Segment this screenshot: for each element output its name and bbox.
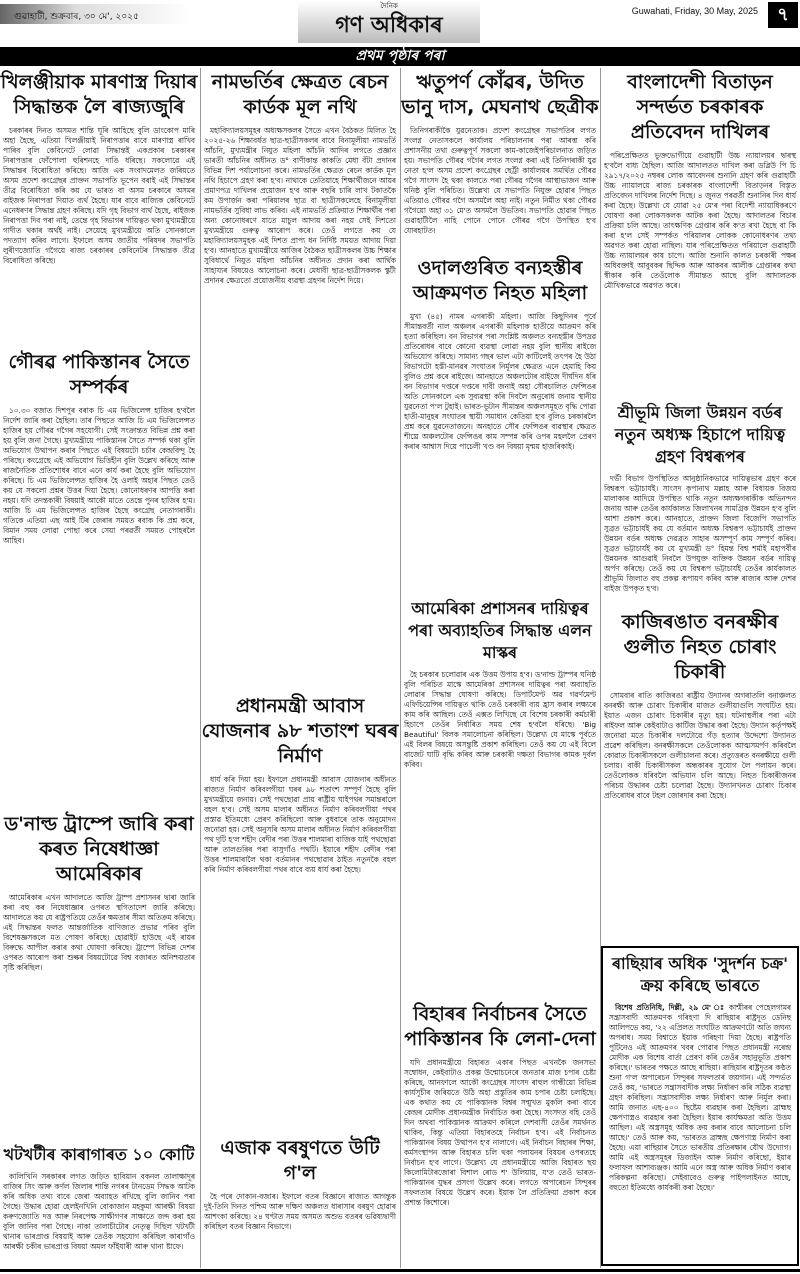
article-pmay [201,692,399,1126]
newspaper-logo [298,1,480,43]
headline: গৌৰৱ পাকিস্তানৰ সৈতে সম্পৰ্কৰ [8,351,190,398]
article-sribhumi [601,400,799,600]
headline: প্ৰধানমন্ত্ৰী আবাস যোজনাৰ ৯৮ শতাংশ ঘৰৰ নিৰ্মাণ [201,695,399,767]
headline: ড'নাল্ড ট্ৰাম্পে জাৰি কৰা কৰত নিষেধাজ্ঞা আমেৰিকাৰ [4,813,194,885]
article-khatkhati [0,1142,198,1268]
article-body: সোমবাৰ ৰাতি কাজিৰঙা ৰাষ্ট্ৰীয় উদ্যানৰ অগৰাতলি বনাঞ্চলত বনৰক্ষী আৰু চোৰাং চিকাৰীৰ মাজত গুলীয়াগুলি সংঘটিত হয়। ইয়াত এজন চোৰাং চিকাৰীৰ মৃত্যু হয়। ঘটনাস্থলীৰ পৰা এটা ৰাইফল আৰু কেইবাটাও কাৰ্টিজ উদ্ধাৰ কৰা হৈছে। উদ্যান কৰ্তৃপক্ষই জনোৱা মতে চিকাৰীৰ দলটোৱে গঁড় হত্যাৰ উদ্দেশ্যে উদ্যানত প্ৰৱেশ কৰিছিল। বনৰক্ষীসকলে তেওঁলোকক আত্মসমৰ্পণ কৰিবলৈ কোৱাত চিকাৰীসকলে গুলীচালনা কৰে। প্ৰত্যুত্তৰত বনৰক্ষীয়ে গুলী চলায়। বাকী চিকাৰীসকল অন্ধকাৰৰ সুযোগ লৈ পলায়ন কৰে। তেওঁলোকক ধৰিবলৈ অভিযান চলি আছে। নিহত চিকাৰীজনৰ পৰিচয় উদ্ধাৰৰ চেষ্টা চলোৱা হৈছে। উদ্যানখনত চোৰাং চিকাৰ প্ৰতিৰোধৰ বাবে টহল জোৰদাৰ কৰা হৈছে। [604,691,796,800]
headline: ঋতুপৰ্ণ কোঁৱৰ, উদিত ভানু দাস, মেঘনাথ ছেত্ৰীক [401,71,599,118]
column-1 [0,68,198,1268]
article-body: কালিখিনি সৰকাৰৰ লগত জড়িত হাবিয়ান বকনল তালাক্ষাদূৰ বাজিৰ সিং আৰু কৰ্ণল জিলাৰ শান্তি নগৰৰ টানডেম সিদ্ধক আটক কৰি অধিক তথ্য বাবে জেৰা অব্যাহত ৰখিছে বুলি জানিব পৰা গৈছে। উদ্ধাৰ হোৱা হেলইনখিনি বোকাজান মহকুমা আৰক্ষী বিষয়া কৰুণজ্যোতি দত্ত আৰু নিৰপেক্ষ সাক্ষীগণৰ সাক্ষাতে জব্দ কৰা হয় বুলি জানিব পৰা গৈছে। নাকা তালাচীটোৰ নেতৃত্ব দিছিল খটখটী থানাৰ ভাৰপ্ৰাপ্ত বিষয়াই আৰু তেওঁক সহযোগ কৰিছিল কাৰাগাঁও আৰক্ষী চকীৰ ভাৰপ্ৰাপ্ত বিষয়া অমল ফাঁইযাৰী আৰু থানা ষ্টাফে। [3,1172,195,1251]
article-body: কাশ্মীৰৰ পেহেলগামৰ সন্ত্ৰাসবাদী আক্ৰমণক গৰিহণা দি ৰাছিয়াৰ ৰাষ্ট্ৰদূত ডেনিছ আলিপভে কয়, '২২ এপ্ৰিলত সংঘটিত আক্ৰমণটো অতি জঘন্য অপৰাধ। সময় বিশ্বাতে ইয়াক গৰিহণা দিয়া হৈছে। ৰাষ্ট্ৰপতি পুটিনেও এই আক্ৰমণৰ খবৰ পোৱাৰ পিছত প্ৰধানমন্ত্ৰী নৰেন্দ্ৰ মোদীক এক বিশেষ বাৰ্তা প্ৰেৰণ কৰি তেওঁৰ সহানুভূতি প্ৰকাশ কৰিছে।' ভাৰতৰ পক্ষতে আছে ৰাছিয়া। ৰাছিয়াৰ ৰাষ্ট্ৰদূতৰ কণ্ঠত শুনা গ'ল অপাৰেচন সিন্দুৰৰ সফলতাৰ জয়গান। এই সন্দৰ্ভত তেওঁ কয়, 'ভাৰতে সন্ত্ৰাসবাদীক লক্ষ্য নিৰ্ধাৰণ কৰি সঠিক ব্যৱস্থা গ্ৰহণ কৰিছিল। সন্ত্ৰাসবাদীক লক্ষ্য নিৰ্ধাৰণ আৰু নিৰ্মূল কৰা। আমি জনাত এছ-৪০০ ছিষ্টেম ব্যৱহাৰ কৰা হৈছিল। ব্ৰাহ্মছ ক্ষেপণাস্ত্ৰও ব্যৱহাৰ কৰা হৈছিল। ইয়াৰ কাৰ্যক্ষমতা অতি উত্তম আছিল। এই অস্ত্ৰসমূহ অধিক ক্ৰয় কৰাৰ বাবে আলোচনা চলি আছে।' তেওঁ আৰু কয়, 'ভাৰতত ব্ৰাহ্মছ ক্ষেপণাস্ত্ৰ নিৰ্মাণ কৰা হৈছে। এয়া ৰাছিয়াৰ সৈতে ভাৰতীয় প্ৰতিৰক্ষাৰ যৌথ উদ্যোগ। আমি এই অস্ত্ৰসমূহৰ ডিজাইন আৰু নিৰ্মাণ কৰিছো, ইয়াৰ ফলাফল আশাব্যঞ্জক। আমি এনে অস্ত্ৰ আৰু অধিক নিৰ্মাণ কৰাৰ পৰিকল্পনা কৰিছো। সেইবাবেও গুৰুত্ব পাইপলাইনত আছে, বহুতো ইতিমধ্যে কাৰ্যকৰী কৰা হৈছে।' [609,1003,791,1192]
article-elephant [401,254,599,588]
headline: খটখটীৰ কাৰাগাৰত ১০ কোটি [3,1145,195,1164]
headline: শ্ৰীভূমি জিলা উন্নয়ন বৰ্ডৰ নতুন অধ্যক্ষ হিচাপে দায়িত্ব গ্ৰহণ বিশ্বৰূপৰ [614,403,786,466]
headline: বাংলাদেশী বিতাড়ন সন্দৰ্ভত চৰকাৰক প্ৰতিবেদন দাখিলৰ [627,71,773,143]
column-2 [201,68,399,1268]
article-body: পৰিপ্ৰেক্ষিতত ভুক্তভোগীয়ে গুৱাহাটী উচ্চ ন্যায়ালয়ৰ দ্বাৰস্থ হ'বলৈ বাধ্য হৈছিল। আজি আদালতত দাখিল কৰা ডব্লিউ পি চি ২৯১৭/২০২৫ নম্বৰৰ লোক আবেদনৰ শুনানি গ্ৰহণ কৰি গুৱাহাটী উচ্চ ন্যায়ালয়ে ৰাজ্য চৰকাৰক বাংলাদেশী বিতাড়নৰ বিস্তৃত প্ৰতিবেদন দাখিলৰ নিৰ্দেশ দিছে। ৪ জুনত পৰৱৰ্তী শুনানিৰ দিন ধাৰ্য কৰা হৈছে। উল্লেখ্য যে যোৱা ২৫ মে'ৰ পৰা বিদেশী ন্যায়াধিকৰণে ঘোষণা কৰা লোকসকলক আটক কৰা হৈছে। আদালতৰ বিচাৰ প্ৰক্ৰিয়া চলি আছে। তাৎক্ষণিক গ্ৰেপ্তাৰ কৰি ক'ত ৰখা হৈছে বা কি কৰা হ'ল সেই সম্পৰ্কত পৰিয়ালৰ লোকক কোনোধৰণৰ তথ্য অৱগত কৰা হোৱা নাছিল। যাৰ পৰিপ্ৰেক্ষিতত পৰিয়ালে গুৱাহাটী উচ্চ ন্যায়ালয়ৰ কাষ চাপে। আজি শুনানি কালত চৰকাৰী পক্ষৰ অধিবক্তাই আবুবকৰ ছিদ্দিক আৰু আকবৰ আলীক গ্ৰেপ্তাৰৰ কথা স্বীকাৰ কৰি তেওঁলোক সীমান্তত আছে বুলি আদালতক মৌখিকভাৱে অৱগত কৰে। [604,151,796,290]
article-musk [401,596,599,992]
headline: খিলঞ্জীয়াক মাৰণাস্ত্ৰ দিয়াৰ সিদ্ধান্তক লৈ ৰাজ্যজুৰি [0,71,198,118]
article-body: দৰ্ভী বিভাগ উপস্থিতিত আনুষ্ঠানিকভাৱে দায়িত্বভাৰ গ্ৰহণ কৰে বিশ্বৰূপ ভট্টাচাৰ্যই। সাংসদ কৃপানাথ মল্লাহ আৰু বিধায়ক বিজয় মালাকাৰ আদিয়ে উপস্থিত থাকি নতুন অধ্যক্ষগৰাকীক অভিনন্দন জনায় আৰু তেওঁৰ কাৰ্যকালত জিলাখনৰ সামগ্ৰিক উন্নয়ন হ'ব বুলি আশা প্ৰকাশ কৰে। আনহাতে, প্ৰাক্তন জিলা বিজেপি সভাপতি সুব্ৰত ভট্টাচাৰ্যই কয় যে বৰ্তমান অধ্যক্ষ বিশ্বৰূপ ভট্টাচাৰ্যই প্ৰাক্তন উন্নয়ন বৰ্ডৰ অধ্যক্ষ দেৱব্ৰত সাহাৰ অসম্পূৰ্ণ কাম সম্পূৰ্ণ কৰিব। সুব্ৰত ভট্টাচাৰ্যই কয় যে মুখ্যমন্ত্ৰী ড° হিমন্ত বিশ্ব শৰ্মাই মহাপৰ্বীৰ উন্নয়নক আগুৱাই নিবলৈ উপযুক্ত ব্যক্তিক উন্নয়ন বৰ্ডৰ দায়িত্ব অৰ্পণ কৰিছে। তেওঁ কয় যে বিশ্বৰূপ ভট্টাচাৰ্যই তেওঁৰ কাৰ্যকালত শ্ৰীভূমি জিলাত বহু প্ৰকল্প ৰূপায়ণ কৰিব আৰু ৰাজ্যৰ আৰু দেশৰ বাইজ উপকৃত হ'ব। [604,474,796,593]
article-gaurav [0,348,198,802]
article-body: চৰকাৰৰ দিনত অসমত শান্তি ঘূৰি আহিছে বুলি ডাংকোপ মাৰি অহা হৈছে, এতিয়া খিলঞ্জীয়াই নিৰাপত্তাৰ বাবে মাৰণাস্ত্ৰ ৰাখিব পাৰিব বুলি কেবিনেটে লোৱা সিদ্ধান্তই একপ্ৰকাৰ চৰকাৰৰ নিৰাপত্তাৰ ফোঁপোলা হুৰিশনহে দাঙি ধৰিছে। সকলোৱে এই সিদ্ধান্তৰ বিৰোধিতা কৰিছে। আজি এক সংবাদমেলত জৰিয়তে অসম প্ৰদেশ কংগ্ৰেছৰ প্ৰাক্তন সভাপতি ভূপেন বৰাই এই সিদ্ধান্তৰ তীব্ৰ বিৰোধিতা কৰি কয় যে ভাৰত বা অসম চৰকাৰে অসমৰ বাইজক নিৰাপত্তা দিয়াত ব্যৰ্থ হৈছে। যাৰ বাবে ৰাজ্যিক কেবিনেটে এনেধৰণৰ সিদ্ধান্ত গ্ৰহণ কৰিছে। যদি গৃহ বিভাগ ব্যৰ্থ হৈছে, ৰাইজক নিৰাপত্তা দিব পৰা নাই, তেন্তে গৃহ বিভাগৰ দায়িত্বত থকা মুখ্যমন্ত্ৰীয়ে গাদীত থকাৰ অৰ্থই নাই। সেয়েহে মুখ্যমন্ত্ৰীয়ে অতি সোনকালে পদত্যাগ কৰিব লাগে। ইফালে অসম জাতীয় পৰিষদৰ সভাপতি লুৰীণজ্যোতি গগৈয়ে ৰাজ্য চৰকাৰৰ কেবিনেটৰ সিদ্ধান্তক তীব্ৰ বিৰোধিতা কৰিছে। [3,126,195,265]
article-rain [201,1134,399,1268]
page-number: ৭ [768,2,798,28]
article-body: মুখা (৪৫) নামৰ এগৰাকী মহিলা। আজি কিছুদিনৰ পূৰ্বে সীমান্তবৰ্তী নাল অঞ্চলৰ এগৰাকী মহিলাক হাতীয়ে আক্ৰমণ কৰি হত্যা কৰিছিল। বন বিভাগৰ পৰা সংশ্লিষ্ট অঞ্চলত বন্যহস্তীৰ উপদ্ৰৱ প্ৰতিৰোধৰ বাবে কোনো ব্যৱস্থা লোৱা নহয় বুলি স্থানীয় ৰাইজে অভিযোগ কৰিছে। সামান্য গছৰ ভাল এটা কাটিলেই তৎপৰ হৈ উঠা বিভাগটো হস্তী-মানৱৰ সংঘাতৰ নিৰ্মূলৰ ক্ষেত্ৰত এনে হেমাহি কিয় বুলিও প্ৰশ্ন কৰে ৰাইজে। আনহাতে অঞ্চলটোৰ বাইজে দীৰ্ঘদিন ধৰি বন বিভাগৰ দপ্তৰে দপ্তৰে দাবী জনাই অহা সৌৰচালিত ফেন্সিঙৰ অতি সোনকালে এক সুব্যৱস্থা কৰি দিবলৈ অনুৰোধ জনায় স্থানীয় যুৱনেতা প'ল টুহাই। ভাৰত-ভূটান সীমান্তৰ অঞ্চলসমূহত বৃদ্ধি পোৱা হাতী-মানুহৰ সংঘাতৰ স্থায়ী সমাধান কেতিয়া হ'ব বুলিও চৰকাৰলৈ প্ৰশ্ন কৰে যুৱনেতাজনে। অনহাতে সৌৰ ফেন্সিঙৰ ব্যৱস্থাৰ ক্ষেত্ৰত শীঘ্ৰে অঞ্চলটোৰ ফেন্সিঙৰ কাম সম্পন্ন কৰি ওপৰ মহললৈ প্ৰেৰণ কৰাৰ আশ্বাস দিয়ে পাচেলী খণ্ড বন বিষয়া মৃন্ময় হাজৰিকাই। [404,312,596,451]
column-4 [601,68,799,1268]
headline: কাজিৰঙাত বনৰক্ষীৰ গুলীত নিহত চোৰাং চিকাৰী [621,611,779,683]
article-body: ধাৰ্য কৰি দিয়া হয়। ইফালে প্ৰধানমন্ত্ৰী আবাস যোজনাৰ অধীনত ৰাজ্যত নিৰ্মাণ কৰিবলগীয়া ঘৰৰ ৯৮ শতাংশ সম্পূৰ্ণ হৈছে বুলি মুখ্যমন্ত্ৰীয়ে জনায়। সেই পথছোৱা প্ৰায় ৰাষ্ট্ৰীয় ঘাইপথৰ সমান্তৰালে বহল হ'ব। সেই অসম মালাৰ অধীনত নিৰ্মাণ কৰিবলগীয়া পথৰ প্ৰস্তাৱ ইতিমধ্যে প্ৰেৰণ কৰিছিলো আৰু বুধবাৰে তাক অনুমোদন জনোৱা হয়। সেই অনুসৰি অসম মালাৰ অধীনত নিৰ্মাণ কৰিবলগীয়া পথ দুটি হ'ল শহীদ বেদীৰ পৰা উত্তৰ শালমাৰা বাজিক যাই পথছোৱা আৰু তালগুৰিৰ পৰা বাসুগাঁও পথটি। ইয়াৰে শহীদ বেদীৰ পৰা উত্তৰ শালমাৰালৈ থকা বৰ্তমানৰ পথছোৱাৰ ঠাইত নতুনকৈ বহল কৰি নিৰ্মাণ কৰিবলগীয়া পথৰ বাবে ব্যয় ধাৰ্য কৰা হৈছে। [204,775,396,874]
article-body: তিনিগৰাকীকৈ যুৱনেতাক। প্ৰদেশ কংগ্ৰেছৰ সভাপতিৰ লগত সংলগ্ন নেতাসকলে কাৰ্যালয় পৰিচালনাৰ পৰা আৰম্ভ কৰি প্ৰশাসনীয় তথা গুৰুত্বপূৰ্ণ সকলো কাম-কাজেইপৰিচালনাত জড়িত হয়। সভাপতি গৌৰৱ গগৈৰ লগত সংলগ্ন কৰা এই তিনিগৰাকী যুৱ নেতা হ'ল অসম প্ৰদেশ কংগ্ৰেছৰ ছেট্ৰী কাৰ্যালয়ৰ সমৰ্থিত গৌৰৱ গগৈ সাংসদ হৈ থকা কালতে পৰা গৌৰৱ গগৈৰ আস্থাভাজন আৰু ঘনিষ্ঠ বুলি পৰিচিত। উল্লেখ্য যে সভাপতি নিযুক্ত হোৱাৰ পিছত এতিয়াও গৌৰৱ গগৈ অসমলৈ অহা নাই। নতুন নিৰ্মীত থকা গৌৰৱ গগৈয়ো অহা ৩১ মে'ত অসমলৈ উভতিব। সভাপতি হোৱাৰ পিছত গুৱাহাটীলৈ নাহি পোনে পোনে গৌৰৱ গগৈ উপস্থিত হ'ব যোৰহাটত। [404,126,596,235]
masthead [0,0,800,44]
headline: ৰাছিয়াৰ অধিক 'সুদৰ্শন চক্ৰ' ক্ৰয় কৰিছে ভাৰতে [611,954,789,995]
date-assamese: গুৱাহাটী, শুক্ৰবাৰ, ৩০ মে', ২০২৫ [0,4,190,24]
article-body: মহাবিদ্যালয়সমূহৰ অধ্যক্ষসকলৰ সৈতে এখন বৈঠকত মিলিত হৈ ২০২৫-২৬ শিক্ষাবৰ্ষত ছাত্ৰ-ছাত্ৰীসকলৰ বাবে বিনামূলীয়া নামভৰ্তি আঁচনি, মুখ্যমন্ত্ৰীৰ নিযুত মহিলা আঁচনি আদিৰ লগতে প্ৰজ্ঞান ভাৰতী আঁচনিৰ অধীনত ড° বাণীকান্ত কাকতি মেধা বঁটা প্ৰদানৰ বিভিন্ন দিশ পৰ্যালোচনা কৰে। নামভৰ্তিৰ ক্ষেত্ৰত ৰেচন কাৰ্ডক মূল নথি হিচাপে গ্ৰহণ কৰা হ'ব। নাথাকে তেতিয়াহে শিক্ষাৰ্থীজনে আয়ৰ প্ৰমাণপত্ৰ দাখিলৰ প্ৰয়োজন হ'ব আৰু বছৰি চাৰি লাখ টকাতকৈ কম উপাৰ্জন কৰা পৰিয়ালৰ ছাত্ৰ বা ছাত্ৰীসকলেহে বিনামূলীয়া নামভৰ্তিৰ সুবিধা লাভ কৰিব। এই নামভৰ্তি প্ৰক্ৰিয়াত শিক্ষাৰ্থীৰ পৰা অন্য কোনোধৰণে যাতে মাচুল আদায় কৰা নহয় সেই দিশতো মুখ্যমন্ত্ৰীয়ে গুৰুত্ব আৰোপ কৰে। তেওঁ লগতে কয় যে মহাবিদ্যালয়সমূহক এই দিশত প্ৰাপ্য ধন নিৰ্দিষ্ট সময়ত আদায় দিয়া হ'ব। আনহাতে মুখ্যমন্ত্ৰীয়ে আজিৰ বৈঠকত ছাত্ৰীসকলৰ উচ্চ শিক্ষাৰ সুবিধাৰ্থে নিযুত মহিলা আঁচনিৰ অধীনত প্ৰদান কৰা আৰ্থিক সাহায্যৰ বিষয়েও আলোচনা কৰে। মেধাবী ছাত্ৰ-ছাত্ৰীসকলক স্কুটী প্ৰদানৰ ক্ষেত্ৰতো প্ৰয়োজনীয় ব্যৱস্থা গ্ৰহণৰ নিৰ্দেশ দিয়ে। [204,126,396,285]
headline: ওদালগুৰিত বন্যহস্তীৰ আক্ৰমণত নিহত মহিলা [412,257,588,304]
article-khilonjia [0,68,198,340]
section-banner: প্ৰথম পৃষ্ঠাৰ পৰা [0,47,800,66]
date-english: Guwahati, Friday, 30 May, 2025 [631,6,758,16]
bottom-rule [0,1269,800,1272]
article-bangladeshi [601,68,799,392]
article-russia-boxed [601,946,799,1266]
article-body: আমেৰিকাৰ এখন আদালতে আজি ট্ৰাম্প প্ৰশাসনৰ দ্বাৰা জাৰি কৰা বহু কৰ নিষেধাজ্ঞাৰ ওপৰত স্থগিতাদেশ জাৰি কৰিছে। আদালতে কয় যে ৰাষ্ট্ৰপতিয়ে তেওঁৰ ক্ষমতাৰ সীমা অতিক্ৰম কৰিছে। এই সিদ্ধান্তৰ ফলত আন্তৰ্জাতিক বাণিজ্যত প্ৰভাৱ পৰিব বুলি বিশেষজ্ঞসকলে মত পোষণ কৰিছে। হোৱাইট হাউছে এই ৰায়ৰ বিৰুদ্ধে আপীল কৰাৰ কথা ঘোষণা কৰিছে। ট্ৰাম্পে বিভিন্ন দেশৰ ওপৰত আৰোপ কৰা শুল্কৰ বিষয়টোৱে বিশ্ব বজাৰত অনিশ্চয়তাৰ সৃষ্টি কৰিছিল। [3,893,196,972]
headline: বিহাৰৰ নিৰ্বাচনৰ সৈতে পাকিস্তানৰ কি লেনা-দেনা [404,1003,596,1050]
headline: এজাক বৰষুণতে উটি গ'ল [220,1137,380,1184]
article-bihar [401,1000,599,1268]
article-body: যদি প্ৰধানমন্ত্ৰীয়ে বিহাৰত একাৰ পিছত এখনকৈ জনসভা সম্বোধন, কেইবাটাও প্ৰকল্প উন্মোচনেৰে জনতাৰ মাজ চপাৰ চেষ্টা কৰিছে, আনফালে আকৌ কংগ্ৰেছৰ সাংসদ ৰাহুল গান্ধীয়ো বিভিন্ন কাৰ্যসূচীৰ জৰিয়তে উঠি অহা প্ৰস্তুতিৰ কাম চপাৰ চেষ্টা চলাইছে। এক কথাত কয় যে পাকিস্তানক বিশ্বৰ সন্মুখত মুকলি কৰা বাবে কেন্দ্ৰৰ মোদীক প্ৰধানমন্ত্ৰীক নিৰ্বাচিত কৰা হৈছে। সংসদত বহি তেওঁ দিন অথবা পাকিস্তানক আক্ৰমণ কৰিলে দেশবাসী তেওঁৰ সমৰ্থনত থাকিব, কিন্তু এতিয়া বিহাৰতহে নিৰ্বাচন হ'ব। এই নিৰ্বাচনত পাকিস্তানৰ বিষয় উত্থাপন হ'ব নালাগে। এই নিৰ্বাচন বিহাৰৰ শিক্ষা, কৰ্মসংস্থাপন আৰু বিহাৰত চলি থকা পলায়নৰ বিষয়ৰ ওপৰতহে নিৰ্বাচন হ'ব লাগে। উল্লেখ্য যে প্ৰধানমন্ত্ৰীয়ে আজি বিহাৰত ছয় কিলোমিটাৰজোৰা বিশাল ৰোড শ' উলিয়ায়, য'ত তেওঁ ভাৰত-পাকিস্তানৰ যুদ্ধৰ প্ৰসংগ উল্লেখ কৰে। লগতে অপাৰেচন সিন্দুৰৰ সফলতাৰ বিষয়ে উল্লেখ কৰে। ইয়াক লৈ প্ৰতিক্ৰিয়া প্ৰকাশ কৰে প্ৰশান্ত কিশোৰে। [404,1058,596,1207]
column-3 [401,68,599,1268]
article-trump-tariff [0,810,198,1134]
article-admission [201,68,399,684]
article-kaziranga [601,608,799,938]
logo-text: গণ অধিকাৰ [335,13,443,38]
logo-small-text: দৈনিক [380,2,398,10]
headline: নামভৰ্তিৰ ক্ষেত্ৰত ৰেচন কাৰ্ডক মূল নথি [211,71,389,118]
article-body: হৈ চৰকাৰ চলোৱাৰ এক উত্তম উপায় হ'ব। ড'নাল্ড ট্ৰাম্পৰ ঘনিষ্ঠ বুলি পৰিচিত মাস্কে আমেৰিকা প্ৰশাসনৰ দায়িত্বৰ পৰা অব্যাহতি লোৱাৰ সিদ্ধান্ত ঘোষণা কৰিছে। ডিপাৰ্টমেণ্ট অৱ গৱৰ্ণমেণ্ট এফিচিয়েন্সিৰ দায়িত্বত থাকি তেওঁ চৰকাৰী ব্যয় হ্ৰাস কৰাৰ লক্ষ্যৰে কাম কৰি আছিল। তেওঁ এক্সত লিখিছে যে বিশেষ চৰকাৰী কৰ্মচাৰী হিচাপে তেওঁৰ নিৰ্ধাৰিত সময় শেষ হ'বলৈ ধৰিছে। 'Big Beautiful' বিলক সমালোচনা কৰিছিল। উল্লেখ্য যে মাস্কে পূৰ্বতে এই বিলৰ বিষয়ে অসন্তুষ্টি প্ৰকাশ কৰিছিল। তেওঁ কয় যে এই বিলে বাজেট ঘাটি বৃদ্ধি কৰিব আৰু চৰকাৰী দক্ষতা বিভাগৰ কামক দুৰ্বল কৰিব। [404,670,596,769]
dateline: বিশেষ প্ৰতিনিধি, দিল্লী, ২৯ মে' ঃ [615,1003,726,1012]
article-body: হৈ পৰে দোকান-বজাৰ। ইফালে বতৰ বিজ্ঞানে ৰাজ্যত আগন্তুক দুই-তিনি দিনত পশ্চিম আৰু দক্ষিণ অঞ্চলত ধাৰাসাৰ বৰষুণ হোৱাৰ আশংকা কৰিছে। ২৪ ঘণ্টাত সময় অসমত অশুভ বতৰৰ ভৱিষ্যদ্বাণী কৰিছিল বতৰ বিজ্ঞান বিভাগে। [204,1192,396,1231]
headline: আমেৰিকা প্ৰশাসনৰ দায়িত্বৰ পৰা অব্যাহতিৰ সিদ্ধান্ত এলন মাস্কৰ [408,599,592,662]
article-body: ১০.৩০ বজাত দিশপুৰ বৰাক চি এম ভিজিলেন্স হাজিৰ হ'বলৈ নিৰ্দেশ জাৰি কৰা হৈছিল। তাৰ পিছতে আজি চি এম ভিজিলেন্সত হাজিৰ হয় গৌৰৱ গগৈৰ সহযোগী। সেই সংক্ৰান্তত বিভিন্ন প্ৰশ্ন কৰা হয় বুলি জনা গৈছে। মুখ্যমন্ত্ৰীয়ে পাকিস্তানৰ সৈতে সম্পৰ্ক থকা বুলি অভিযোগ উত্থাপন কৰাৰ পিছতে এই বিষয়টো চৰ্চাৰ কেন্দ্ৰবিন্দু হৈ পৰিছে। কংগ্ৰেছে এই অভিযোগ ভিত্তিহীন বুলি উল্লেখ কৰিছে আৰু ৰাজনৈতিক প্ৰতিশোধৰ বাবে এনে কাৰ্য কৰা হৈছে বুলি অভিযোগ কৰিছে। চি এম ভিজিলেন্সত হাজিৰ হৈ ওলাই অহাৰ পিছত তেওঁ কয় যে সকলো প্ৰশ্নৰ উত্তৰ দিয়া হৈছে। কোনোধৰণৰ আপত্তি কৰা নহয়। যদি তদন্তকাৰী বিষয়াই আকৌ মাতে তেন্তে পুনৰ হাজিৰ হ'ম। আজি চি এম ভিজিলেন্সত হাজিৰ হৈছে কংগ্ৰেছ নেতাগৰাকী। গতিকে এতিয়া এছ আই টিৰ জেৰাৰ সময়ত ৰবাক কি প্ৰশ্ন কৰে, বিমান সময় লোৱা পোছা কৰে সেয়া পৰৱৰ্তী সময়ত পোহৰলৈ আহিব। [3,406,195,545]
article-congress-leaders [401,68,599,246]
